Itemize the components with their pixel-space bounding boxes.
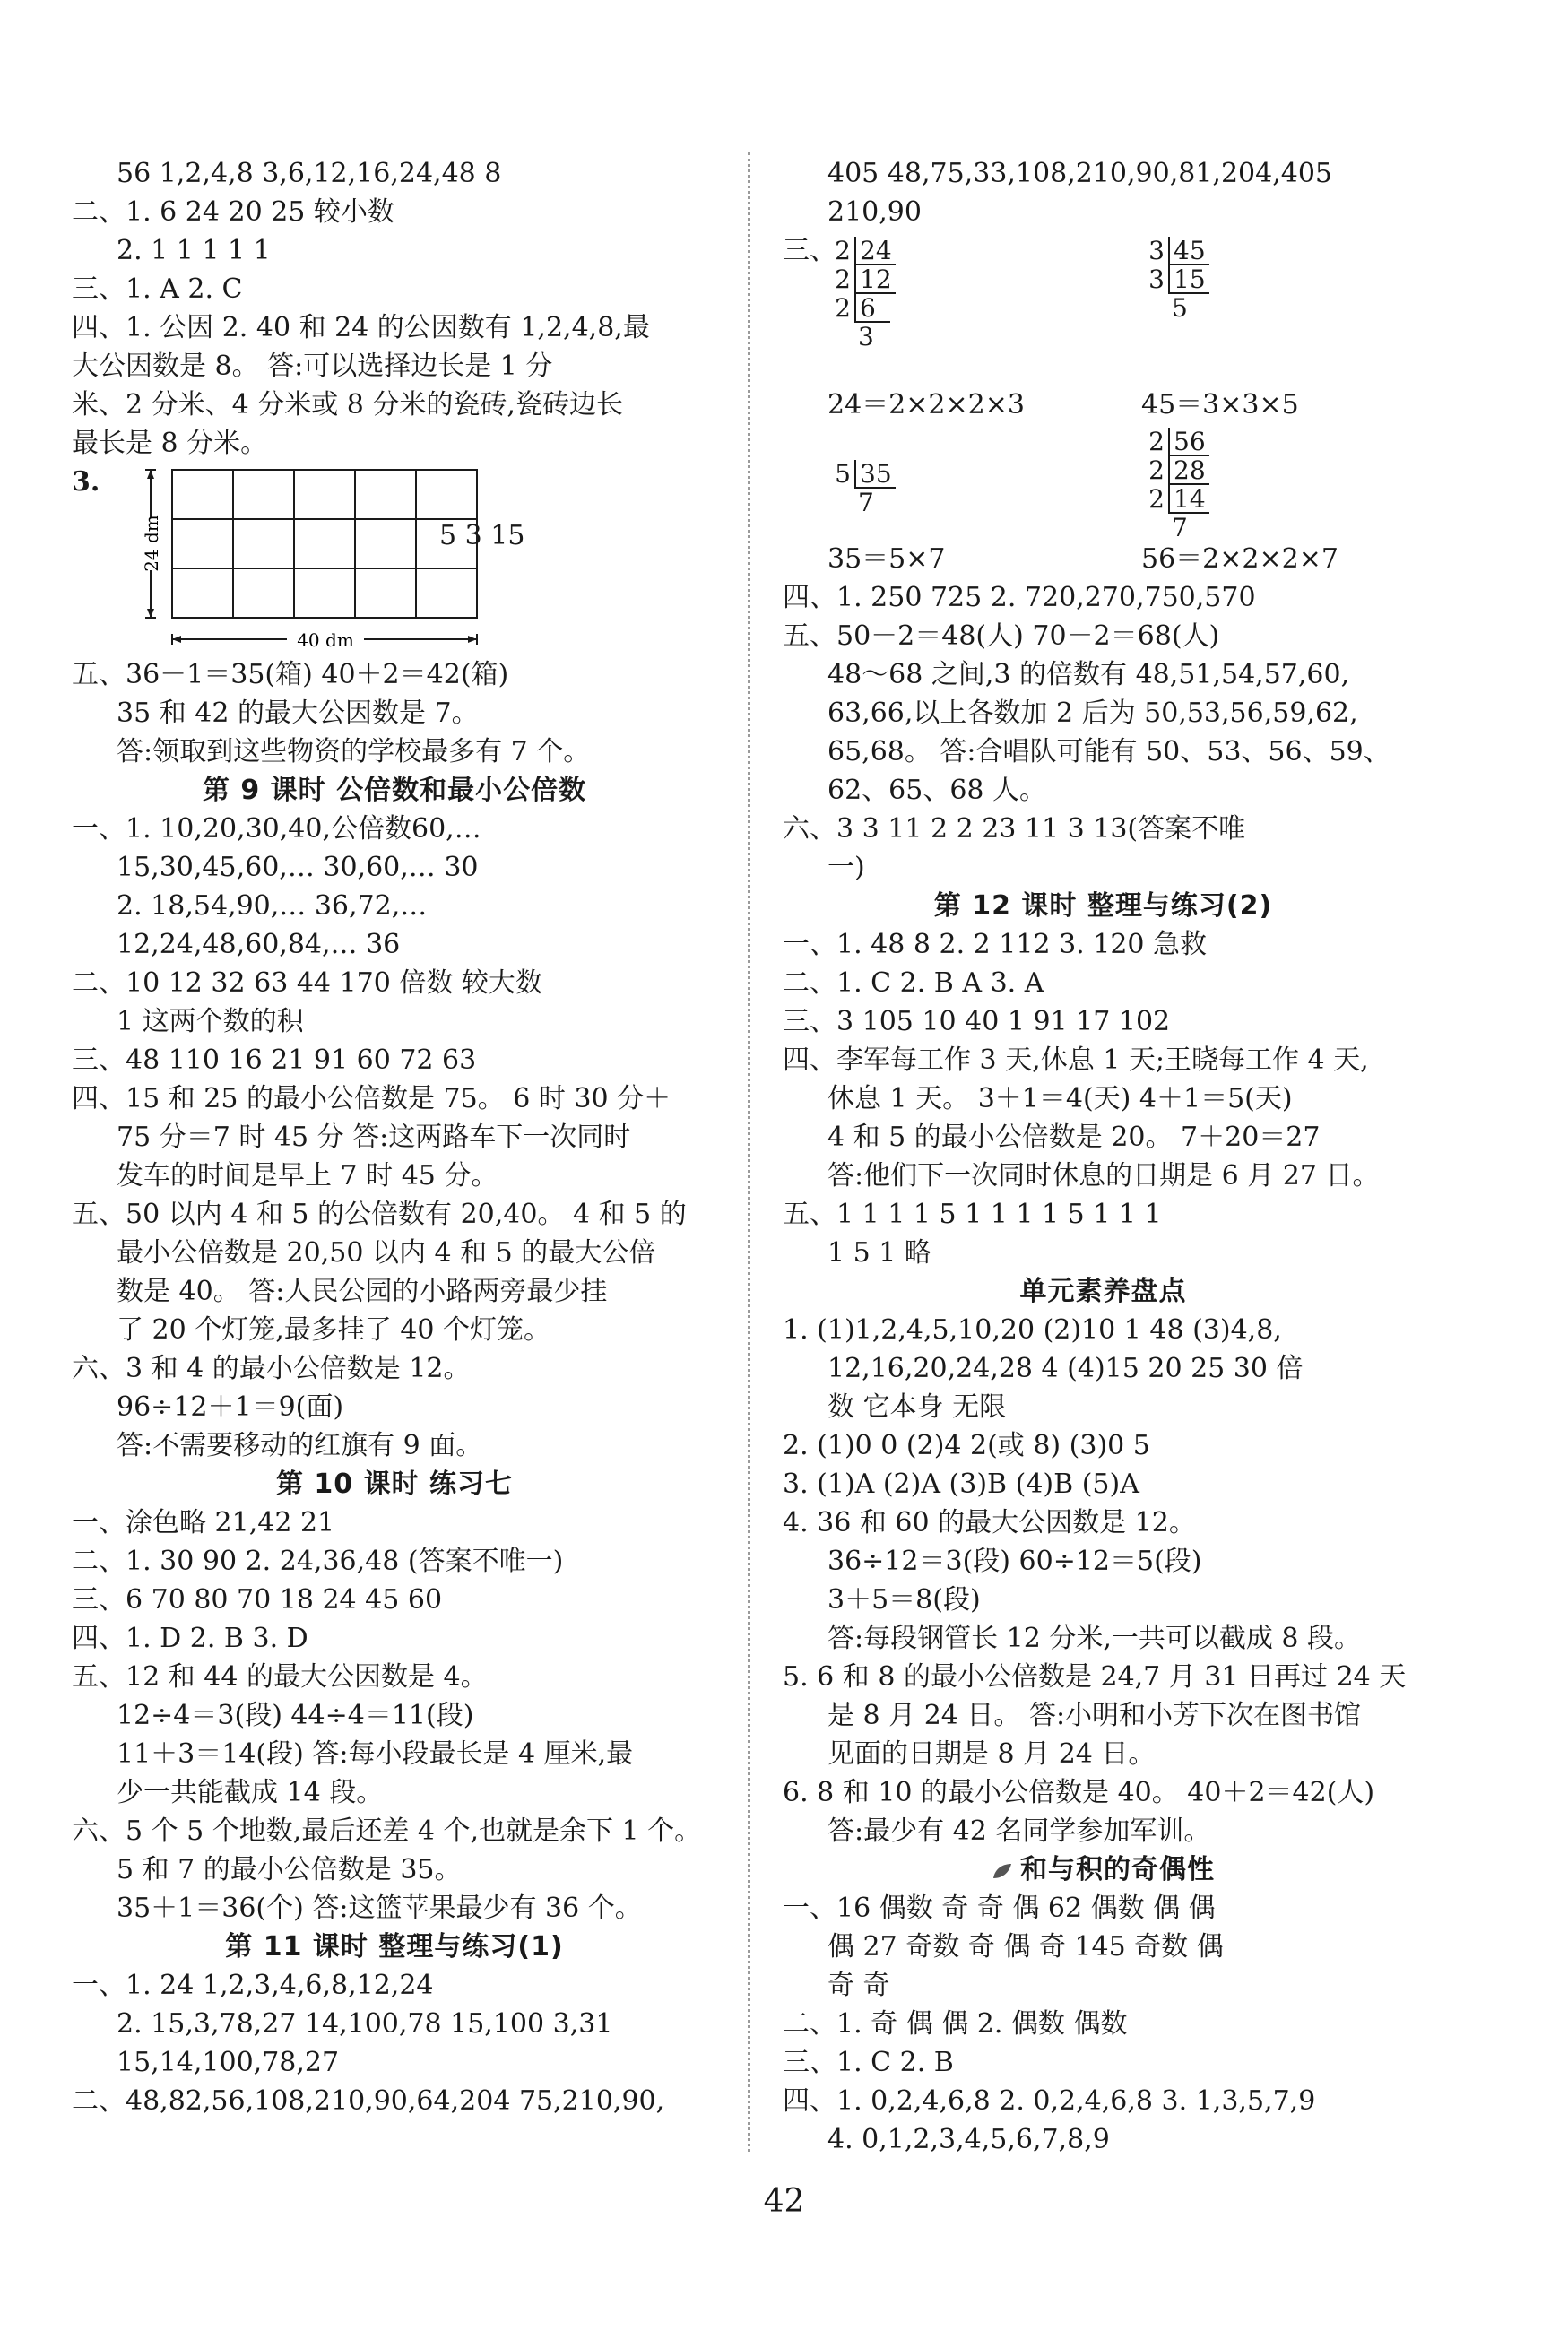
answer-line: 五、50－2＝48(人) 70－2＝68(人) bbox=[783, 620, 1220, 652]
answer-line: 二、1. C 2. B A 3. A bbox=[783, 967, 1044, 999]
tile-grid-diagram bbox=[72, 463, 699, 655]
answer-line: 六、3 和 4 的最小公倍数是 12。 bbox=[72, 1353, 471, 1384]
lesson-heading: 第 11 课时 整理与练习(1) bbox=[225, 1931, 564, 1963]
division-step bbox=[1141, 294, 1209, 323]
answer-line: 是 8 月 24 日。 答:小明和小芳下次在图书馆 bbox=[827, 1700, 1362, 1731]
answer-line: 35＋1＝36(个) 答:这篮苹果最少有 36 个。 bbox=[117, 1893, 642, 1924]
answer-line: 35 和 42 的最大公因数是 7。 bbox=[117, 698, 479, 729]
factorization-24: 24＝2×2×2×3 bbox=[827, 389, 1025, 420]
short-division-56 bbox=[1141, 428, 1209, 542]
answer-line: 三、6 70 80 70 18 24 45 60 bbox=[72, 1584, 443, 1616]
answer-line: 少一共能截成 14 段。 bbox=[117, 1777, 384, 1808]
answer-line: 一) bbox=[827, 852, 865, 883]
page-number: 42 bbox=[763, 2183, 805, 2220]
answer-line: 12,24,48,60,84,… 36 bbox=[117, 929, 401, 960]
grid-figure bbox=[72, 463, 717, 655]
answer-line: 405 48,75,33,108,210,90,81,204,405 bbox=[827, 158, 1332, 189]
division-step bbox=[1141, 456, 1209, 485]
answer-line: 数 它本身 无限 bbox=[827, 1391, 1007, 1423]
answer-line: 一、1. 24 1,2,3,4,6,8,12,24 bbox=[72, 1970, 434, 2001]
answer-line: 二、1. 30 90 2. 24,36,48 (答案不唯一) bbox=[72, 1546, 564, 1577]
division-step bbox=[1141, 265, 1209, 294]
dividend: 14 bbox=[1168, 485, 1209, 514]
column-divider bbox=[748, 152, 750, 2152]
section-heading bbox=[783, 1850, 1424, 1889]
answer-line: 一、涂色略 21,42 21 bbox=[72, 1507, 335, 1538]
section-heading: 单元素养盘点 bbox=[1019, 1276, 1187, 1307]
short-division-35 bbox=[827, 460, 896, 517]
division-step bbox=[827, 265, 896, 294]
lesson-heading: 第 12 课时 整理与练习(2) bbox=[933, 890, 1273, 922]
answer-line: 最长是 8 分米。 bbox=[72, 428, 268, 459]
answer-line: 五、1 1 1 1 5 1 1 1 1 5 1 1 1 bbox=[783, 1199, 1162, 1230]
division-step bbox=[1141, 237, 1209, 265]
division-step bbox=[827, 294, 896, 323]
answer-line: 发车的时间是早上 7 时 45 分。 bbox=[117, 1160, 498, 1191]
answer-line: 4. 36 和 60 的最大公因数是 12。 bbox=[783, 1507, 1196, 1538]
answer-line: 六、5 个 5 个地数,最后还差 4 个,也就是余下 1 个。 bbox=[72, 1815, 702, 1847]
dividend: 28 bbox=[1168, 456, 1209, 485]
answer-line: 15,14,100,78,27 bbox=[117, 2047, 340, 2078]
answer-line: 1 5 1 略 bbox=[827, 1237, 931, 1269]
answer-line: 2. 1 1 1 1 1 bbox=[117, 235, 271, 266]
factorization-35: 35＝5×7 bbox=[827, 543, 946, 575]
answer-line: 二、48,82,56,108,210,90,64,204 75,210,90, bbox=[72, 2085, 665, 2117]
answer-line: 休息 1 天。 3＋1＝4(天) 4＋1＝5(天) bbox=[827, 1083, 1293, 1114]
answer-line: 4 和 5 的最小公倍数是 20。 7＋20＝27 bbox=[827, 1122, 1321, 1153]
quotient: 7 bbox=[858, 488, 874, 517]
factorization-45: 45＝3×3×5 bbox=[1141, 389, 1299, 420]
short-division-45 bbox=[1141, 237, 1209, 323]
answer-line: 答:每段钢管长 12 分米,一共可以截成 8 段。 bbox=[827, 1623, 1362, 1654]
leaf-icon bbox=[992, 1862, 1013, 1880]
right-column bbox=[783, 154, 1424, 2159]
short-division-24 bbox=[827, 237, 896, 351]
answer-line: 数是 40。 答:人民公园的小路两旁最少挂 bbox=[117, 1276, 608, 1307]
division-step bbox=[1141, 428, 1209, 456]
answer-line: 奇 奇 bbox=[827, 1970, 890, 2001]
section-label: 三、 bbox=[783, 235, 836, 266]
answer-line: 答:不需要移动的红旗有 9 面。 bbox=[117, 1430, 483, 1461]
dividend: 12 bbox=[854, 265, 896, 294]
divisor: 3 bbox=[1148, 236, 1165, 265]
answer-line: 四、1. D 2. B 3. D bbox=[72, 1623, 308, 1654]
answer-line: 2. (1)0 0 (2)4 2(或 8) (3)0 5 bbox=[783, 1430, 1150, 1461]
answer-line: 2. 15,3,78,27 14,100,78 15,100 3,31 bbox=[117, 2008, 613, 2040]
answer-line: 五、12 和 44 的最大公因数是 4。 bbox=[72, 1661, 488, 1693]
answer-line: 5 和 7 的最小公倍数是 35。 bbox=[117, 1854, 462, 1885]
answer-line: 见面的日期是 8 月 24 日。 bbox=[827, 1738, 1156, 1770]
dividend: 15 bbox=[1168, 265, 1209, 294]
answer-line: 3＋5＝8(段) bbox=[827, 1584, 981, 1616]
answer-line: 12÷4＝3(段) 44÷4＝11(段) bbox=[117, 1700, 474, 1731]
answer-line: 二、1. 奇 偶 偶 2. 偶数 偶数 bbox=[783, 2008, 1128, 2040]
answer-line: 二、1. 6 24 20 25 较小数 bbox=[72, 196, 394, 228]
answer-line: 4. 0,1,2,3,4,5,6,7,8,9 bbox=[827, 2124, 1110, 2155]
factorization-56: 56＝2×2×2×7 bbox=[1141, 543, 1338, 575]
answer-line: 四、15 和 25 的最小公倍数是 75。 6 时 30 分＋ bbox=[72, 1083, 671, 1114]
answer-line: 1. (1)1,2,4,5,10,20 (2)10 1 48 (3)4,8, bbox=[783, 1314, 1282, 1346]
answer-line: 11＋3＝14(段) 答:每小段最长是 4 厘米,最 bbox=[117, 1738, 634, 1770]
answer-line: 65,68。 答:合唱队可能有 50、53、56、59、 bbox=[827, 736, 1390, 767]
dividend: 56 bbox=[1168, 428, 1209, 456]
answer-line: 一、1. 10,20,30,40,公倍数60,… bbox=[72, 813, 481, 845]
quotient: 5 bbox=[1172, 293, 1188, 323]
lesson-heading: 第 10 课时 练习七 bbox=[275, 1469, 514, 1500]
answer-line: 五、36－1＝35(箱) 40＋2＝42(箱) bbox=[72, 659, 509, 690]
answer-line: 15,30,45,60,… 30,60,… 30 bbox=[117, 852, 479, 883]
dividend: 45 bbox=[1168, 237, 1209, 265]
division-step bbox=[1141, 485, 1209, 514]
answer-line: 210,90 bbox=[827, 196, 922, 228]
answer-line: 三、1. A 2. C bbox=[72, 273, 243, 305]
quotient: 7 bbox=[1172, 513, 1188, 542]
answer-line: 四、李军每工作 3 天,休息 1 天;王晓每工作 4 天, bbox=[783, 1044, 1369, 1076]
answer-line: 一、1. 48 8 2. 2 112 3. 120 急救 bbox=[783, 929, 1208, 960]
answer-line: 2. 18,54,90,… 36,72,… bbox=[117, 890, 428, 922]
left-column bbox=[72, 154, 717, 2120]
factorization-line bbox=[783, 386, 1424, 424]
answer-line: 五、50 以内 4 和 5 的公倍数有 20,40。 4 和 5 的 bbox=[72, 1199, 687, 1230]
answer-line: 答:最少有 42 名同学参加军训。 bbox=[827, 1815, 1211, 1847]
dividend: 24 bbox=[854, 237, 896, 265]
divisor: 2 bbox=[1148, 455, 1165, 485]
dividend: 6 bbox=[854, 294, 890, 323]
division-step bbox=[827, 460, 896, 489]
answer-line: 36÷12＝3(段) 60÷12＝5(段) bbox=[827, 1546, 1202, 1577]
section-heading-text: 和与积的奇偶性 bbox=[1020, 1854, 1215, 1885]
division-step bbox=[1141, 514, 1209, 542]
answer-line: 四、1. 0,2,4,6,8 2. 0,2,4,6,8 3. 1,3,5,7,9 bbox=[783, 2085, 1316, 2117]
answer-line: 63,66,以上各数加 2 后为 50,53,56,59,62, bbox=[827, 698, 1358, 729]
answer-line: 96÷12＋1＝9(面) bbox=[117, 1391, 344, 1423]
short-division-group bbox=[783, 424, 1424, 540]
answer-line: 12,16,20,24,28 4 (4)15 20 25 30 倍 bbox=[827, 1353, 1304, 1384]
answer-line: 3. (1)A (2)A (3)B (4)B (5)A bbox=[783, 1469, 1139, 1500]
answer-line: 偶 27 奇数 奇 偶 奇 145 奇数 偶 bbox=[827, 1931, 1224, 1963]
divisor: 2 bbox=[1148, 427, 1165, 456]
answer-line: 三、3 105 10 40 1 91 17 102 bbox=[783, 1006, 1171, 1037]
answer-line: 75 分＝7 时 45 分 答:这两路车下一次同时 bbox=[117, 1122, 631, 1153]
width-label: 40 dm bbox=[297, 629, 354, 651]
height-label: 24 dm bbox=[141, 515, 162, 572]
divisor: 2 bbox=[835, 236, 851, 265]
answer-line: 答:他们下一次同时休息的日期是 6 月 27 日。 bbox=[827, 1160, 1380, 1191]
answer-line: 5. 6 和 8 的最小公倍数是 24,7 月 31 日再过 24 天 bbox=[783, 1661, 1407, 1693]
answer-line: 最小公倍数是 20,50 以内 4 和 5 的最大公倍 bbox=[117, 1237, 656, 1269]
answer-line: 六、3 3 11 2 2 23 11 3 13(答案不唯 bbox=[783, 813, 1246, 845]
answer-line: 一、16 偶数 奇 奇 偶 62 偶数 偶 偶 bbox=[783, 1893, 1216, 1924]
answer-line: 四、1. 公因 2. 40 和 24 的公因数有 1,2,4,8,最 bbox=[72, 312, 650, 343]
factorization-line bbox=[783, 540, 1424, 578]
answer-line: 二、10 12 32 63 44 170 倍数 较大数 bbox=[72, 967, 542, 999]
divisor: 2 bbox=[835, 264, 851, 294]
divisor: 3 bbox=[1148, 264, 1165, 294]
quotient: 3 bbox=[858, 322, 874, 351]
answer-line: 大公因数是 8。 答:可以选择边长是 1 分 bbox=[72, 351, 553, 382]
answer-line: 1 这两个数的积 bbox=[117, 1006, 304, 1037]
division-step bbox=[827, 323, 896, 351]
figure-label: 3. bbox=[72, 466, 100, 498]
answer-line: 三、1. C 2. B bbox=[783, 2047, 954, 2078]
answer-line: 三、48 110 16 21 91 60 72 63 bbox=[72, 1044, 477, 1076]
answer-line: 56 1,2,4,8 3,6,12,16,24,48 8 bbox=[117, 158, 502, 189]
answer-line: 了 20 个灯笼,最多挂了 40 个灯笼。 bbox=[117, 1314, 551, 1346]
divisor: 2 bbox=[835, 293, 851, 323]
figure-answer: 5 3 15 bbox=[439, 520, 525, 551]
divisor: 5 bbox=[835, 459, 851, 489]
divisor: 2 bbox=[1148, 484, 1165, 514]
answer-line: 米、2 分米、4 分米或 8 分米的瓷砖,瓷砖边长 bbox=[72, 389, 623, 420]
short-division-group bbox=[783, 231, 1424, 386]
answer-line: 四、1. 250 725 2. 720,270,750,570 bbox=[783, 582, 1256, 613]
division-step bbox=[827, 489, 896, 517]
division-step bbox=[827, 237, 896, 265]
lesson-heading: 第 9 课时 公倍数和最小公倍数 bbox=[202, 775, 587, 806]
answer-line: 6. 8 和 10 的最小公倍数是 40。 40＋2＝42(人) bbox=[783, 1777, 1375, 1808]
answer-line: 62、65、68 人。 bbox=[827, 775, 1047, 806]
answer-line: 48～68 之间,3 的倍数有 48,51,54,57,60, bbox=[827, 659, 1350, 690]
answer-line: 答:领取到这些物资的学校最多有 7 个。 bbox=[117, 736, 591, 767]
dividend: 35 bbox=[854, 460, 896, 489]
